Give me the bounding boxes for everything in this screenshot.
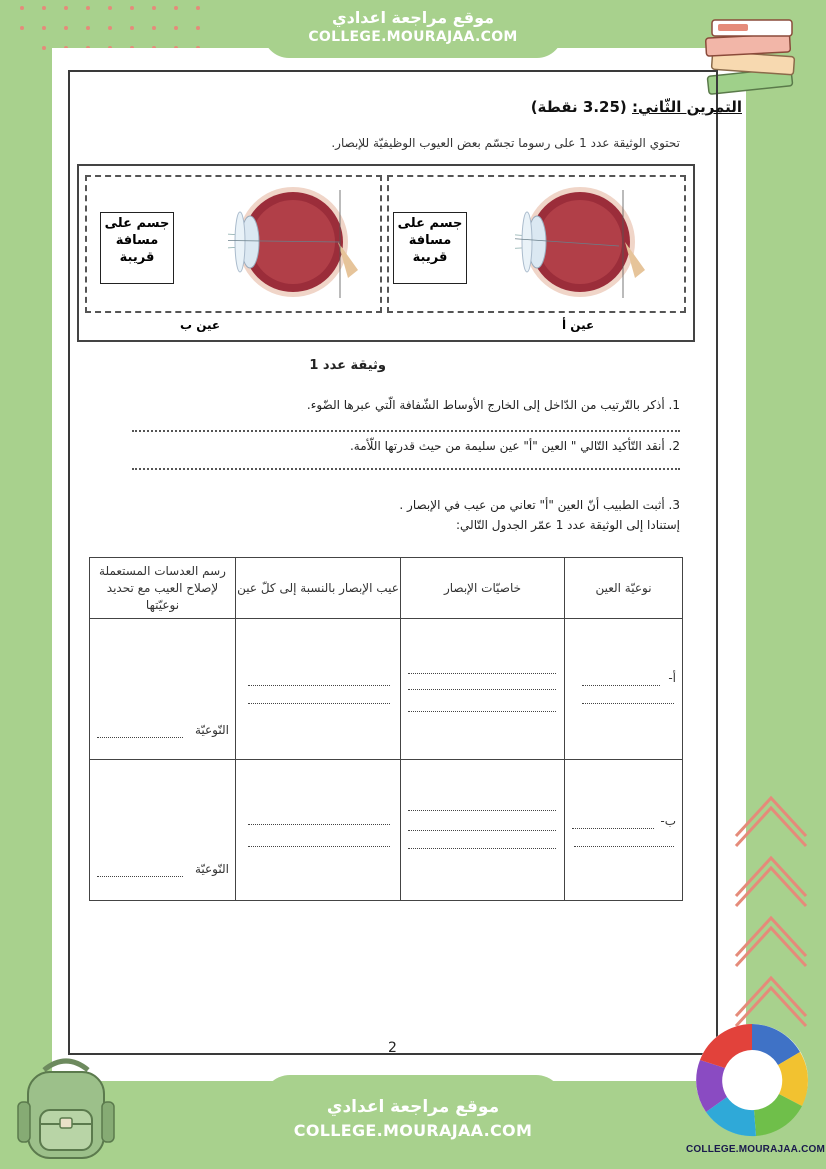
header-vision-defect: عيب الإبصار بالنسبة إلى كلّ عين <box>236 558 401 619</box>
footer-site-name: موقع مراجعة اعدادي <box>326 1097 500 1117</box>
document-1-caption: وثيقة عدد 1 <box>309 358 386 373</box>
eye-b-label: عين ب <box>180 318 221 332</box>
header-eye-type: نوعيّة العين <box>565 558 683 619</box>
table-row-b <box>90 760 683 901</box>
near-object-box-b: جسم على مسافة قريبة <box>100 212 174 284</box>
cell-b-vision-defect[interactable] <box>236 760 401 901</box>
backpack-icon <box>14 1052 118 1162</box>
header-banner[interactable] <box>263 0 563 58</box>
cell-b-eye-type[interactable]: ب- <box>565 760 683 901</box>
cell-a-vision-properties[interactable] <box>401 619 565 760</box>
answer-table <box>89 557 683 901</box>
footer-banner[interactable] <box>262 1075 564 1169</box>
footer-site-url[interactable]: COLLEGE.MOURAJAA.COM <box>293 1121 533 1140</box>
question-2: 2. أنقد التّأكيد التّالي " العين "أ" عين سليمة من حيث قدرتها اللّأمة. <box>349 439 680 453</box>
question-3: 3. أثبت الطبيب أنّ العين "أ" تعاني من عيب في الإبصار . <box>399 498 680 512</box>
eye-a-diagram <box>515 180 650 308</box>
header-vision-properties: خاصيّات الإبصار <box>401 558 565 619</box>
answer-line-1[interactable] <box>132 430 680 432</box>
subjects-wheel-logo <box>694 1020 810 1140</box>
cell-b-vision-properties[interactable] <box>401 760 565 901</box>
logo-text: COLLEGE.MOURAJAA.COM <box>686 1144 825 1155</box>
decorative-dots <box>20 4 240 52</box>
answer-line-2[interactable] <box>132 468 680 470</box>
cell-a-lens-drawing[interactable]: النّوعيّة <box>90 619 236 760</box>
cell-a-vision-defect[interactable] <box>236 619 401 760</box>
page-number: 2 <box>388 1040 397 1056</box>
header-site-url[interactable]: COLLEGE.MOURAJAA.COM <box>308 29 518 45</box>
exercise-intro: تحتوي الوثيقة عدد 1 على رسوما تجسّم بعض العيوب الوظيفيّة للإبصار. <box>331 136 680 150</box>
cell-b-lens-drawing[interactable]: النّوعيّة <box>90 760 236 901</box>
question-1: 1. أذكر بالتّرتيب من الدّاخل إلى الخارج الأوساط الشّفافة الّتي عبرها الضّوء. <box>306 398 680 412</box>
cell-a-eye-type[interactable]: أ- <box>565 619 683 760</box>
header-corrective-lens: رسم العدسات المستعملة لإصلاح العيب مع تحديد نوعيّتها <box>90 558 236 619</box>
chevron-up-icons <box>730 790 812 1050</box>
question-3-instruction: إستنادا إلى الوثيقة عدد 1 عمّر الجدول التّالي: <box>456 518 680 532</box>
exercise-title: التمرين الثّاني: (3.25 نقطة) <box>530 98 742 116</box>
header-site-name: موقع مراجعة اعدادي <box>331 8 495 27</box>
near-object-box-a: جسم على مسافة قريبة <box>393 212 467 284</box>
table-header-row <box>90 558 683 619</box>
eye-b-diagram <box>228 180 363 308</box>
eye-a-label: عين أ <box>562 318 595 332</box>
table-row-a <box>90 619 683 760</box>
